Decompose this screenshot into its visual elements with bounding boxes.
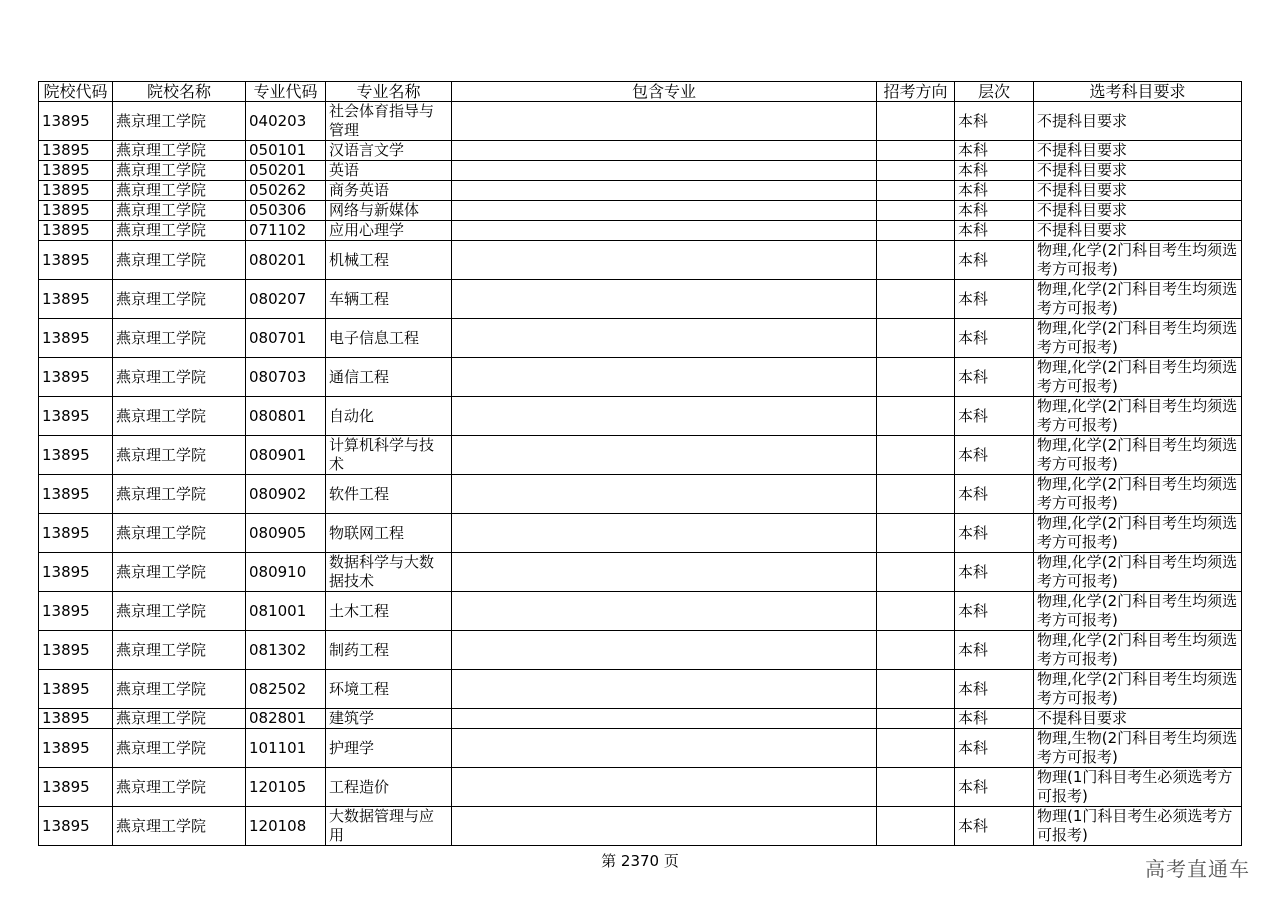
header-included-majors: 包含专业	[452, 82, 877, 102]
cell-school-code: 13895	[39, 553, 113, 592]
cell-subject-requirement: 物理,化学(2门科目考生均须选考方可报考)	[1034, 475, 1242, 514]
cell-direction	[877, 670, 955, 709]
cell-major-code: 101101	[246, 729, 326, 768]
cell-major-name: 汉语言文学	[326, 141, 452, 161]
cell-school-name: 燕京理工学院	[113, 221, 246, 241]
header-direction: 招考方向	[877, 82, 955, 102]
table-row	[39, 807, 1242, 846]
cell-level: 本科	[955, 241, 1034, 280]
cell-included-majors	[452, 436, 877, 475]
cell-major-name: 大数据管理与应用	[326, 807, 452, 846]
cell-subject-requirement: 物理,化学(2门科目考生均须选考方可报考)	[1034, 592, 1242, 631]
cell-school-name: 燕京理工学院	[113, 102, 246, 141]
cell-included-majors	[452, 729, 877, 768]
cell-direction	[877, 241, 955, 280]
cell-school-name: 燕京理工学院	[113, 514, 246, 553]
cell-major-code: 080207	[246, 280, 326, 319]
cell-level: 本科	[955, 709, 1034, 729]
cell-major-code: 050201	[246, 161, 326, 181]
cell-included-majors	[452, 102, 877, 141]
cell-level: 本科	[955, 221, 1034, 241]
table-row	[39, 553, 1242, 592]
cell-school-name: 燕京理工学院	[113, 670, 246, 709]
cell-school-name: 燕京理工学院	[113, 141, 246, 161]
cell-major-name: 自动化	[326, 397, 452, 436]
cell-major-code: 080910	[246, 553, 326, 592]
cell-direction	[877, 807, 955, 846]
cell-major-name: 电子信息工程	[326, 319, 452, 358]
cell-major-name: 工程造价	[326, 768, 452, 807]
cell-school-code: 13895	[39, 475, 113, 514]
cell-school-name: 燕京理工学院	[113, 358, 246, 397]
cell-direction	[877, 397, 955, 436]
cell-school-code: 13895	[39, 436, 113, 475]
table-row	[39, 436, 1242, 475]
cell-direction	[877, 102, 955, 141]
table-row	[39, 768, 1242, 807]
cell-subject-requirement: 不提科目要求	[1034, 102, 1242, 141]
cell-level: 本科	[955, 397, 1034, 436]
table-row	[39, 181, 1242, 201]
cell-direction	[877, 141, 955, 161]
header-school-code: 院校代码	[39, 82, 113, 102]
cell-major-code: 050101	[246, 141, 326, 161]
page-number: 第 2370 页	[601, 852, 679, 870]
table-body	[39, 102, 1242, 846]
table-header-row	[39, 82, 1242, 102]
table-row	[39, 241, 1242, 280]
cell-direction	[877, 319, 955, 358]
cell-major-name: 数据科学与大数据技术	[326, 553, 452, 592]
cell-major-code: 050262	[246, 181, 326, 201]
cell-major-code: 082801	[246, 709, 326, 729]
cell-included-majors	[452, 319, 877, 358]
cell-level: 本科	[955, 141, 1034, 161]
cell-direction	[877, 553, 955, 592]
cell-direction	[877, 436, 955, 475]
cell-direction	[877, 221, 955, 241]
cell-school-name: 燕京理工学院	[113, 280, 246, 319]
cell-included-majors	[452, 221, 877, 241]
cell-subject-requirement: 不提科目要求	[1034, 709, 1242, 729]
cell-subject-requirement: 物理(1门科目考生必须选考方可报考)	[1034, 807, 1242, 846]
cell-school-code: 13895	[39, 201, 113, 221]
cell-school-code: 13895	[39, 221, 113, 241]
cell-school-code: 13895	[39, 670, 113, 709]
table-row	[39, 475, 1242, 514]
cell-major-name: 商务英语	[326, 181, 452, 201]
cell-level: 本科	[955, 807, 1034, 846]
cell-major-code: 071102	[246, 221, 326, 241]
cell-included-majors	[452, 161, 877, 181]
cell-included-majors	[452, 181, 877, 201]
table-row	[39, 141, 1242, 161]
cell-subject-requirement: 物理,化学(2门科目考生均须选考方可报考)	[1034, 358, 1242, 397]
table-row	[39, 201, 1242, 221]
cell-included-majors	[452, 807, 877, 846]
cell-direction	[877, 592, 955, 631]
cell-major-code: 050306	[246, 201, 326, 221]
table-row	[39, 319, 1242, 358]
cell-subject-requirement: 不提科目要求	[1034, 221, 1242, 241]
cell-level: 本科	[955, 592, 1034, 631]
cell-major-code: 081302	[246, 631, 326, 670]
header-major-name: 专业名称	[326, 82, 452, 102]
cell-subject-requirement: 物理,化学(2门科目考生均须选考方可报考)	[1034, 631, 1242, 670]
cell-level: 本科	[955, 102, 1034, 141]
cell-subject-requirement: 物理,化学(2门科目考生均须选考方可报考)	[1034, 670, 1242, 709]
cell-subject-requirement: 物理,化学(2门科目考生均须选考方可报考)	[1034, 280, 1242, 319]
cell-major-code: 040203	[246, 102, 326, 141]
cell-major-name: 土木工程	[326, 592, 452, 631]
enrollment-table	[38, 81, 1242, 846]
cell-school-code: 13895	[39, 592, 113, 631]
cell-level: 本科	[955, 729, 1034, 768]
table-row	[39, 102, 1242, 141]
cell-included-majors	[452, 709, 877, 729]
cell-included-majors	[452, 201, 877, 221]
cell-major-code: 080701	[246, 319, 326, 358]
watermark-logo: 高考直通车	[1145, 857, 1250, 881]
cell-school-name: 燕京理工学院	[113, 592, 246, 631]
cell-major-name: 车辆工程	[326, 280, 452, 319]
cell-major-name: 通信工程	[326, 358, 452, 397]
cell-level: 本科	[955, 768, 1034, 807]
cell-major-code: 080902	[246, 475, 326, 514]
cell-school-code: 13895	[39, 141, 113, 161]
cell-school-code: 13895	[39, 280, 113, 319]
table-row	[39, 709, 1242, 729]
cell-included-majors	[452, 358, 877, 397]
cell-major-name: 建筑学	[326, 709, 452, 729]
cell-school-code: 13895	[39, 514, 113, 553]
header-level: 层次	[955, 82, 1034, 102]
cell-included-majors	[452, 141, 877, 161]
cell-major-name: 网络与新媒体	[326, 201, 452, 221]
cell-level: 本科	[955, 161, 1034, 181]
cell-school-name: 燕京理工学院	[113, 553, 246, 592]
table-row	[39, 631, 1242, 670]
cell-major-code: 080905	[246, 514, 326, 553]
cell-major-code: 080801	[246, 397, 326, 436]
cell-major-code: 080901	[246, 436, 326, 475]
cell-school-code: 13895	[39, 241, 113, 280]
cell-level: 本科	[955, 436, 1034, 475]
cell-level: 本科	[955, 201, 1034, 221]
cell-school-name: 燕京理工学院	[113, 319, 246, 358]
cell-level: 本科	[955, 514, 1034, 553]
cell-school-name: 燕京理工学院	[113, 161, 246, 181]
table-row	[39, 729, 1242, 768]
cell-major-code: 082502	[246, 670, 326, 709]
cell-direction	[877, 280, 955, 319]
cell-level: 本科	[955, 631, 1034, 670]
cell-direction	[877, 161, 955, 181]
cell-direction	[877, 729, 955, 768]
cell-subject-requirement: 物理,生物(2门科目考生均须选考方可报考)	[1034, 729, 1242, 768]
table-row	[39, 358, 1242, 397]
cell-school-name: 燕京理工学院	[113, 436, 246, 475]
cell-school-code: 13895	[39, 358, 113, 397]
cell-major-code: 080201	[246, 241, 326, 280]
cell-school-code: 13895	[39, 102, 113, 141]
cell-major-name: 制药工程	[326, 631, 452, 670]
cell-level: 本科	[955, 319, 1034, 358]
cell-subject-requirement: 物理,化学(2门科目考生均须选考方可报考)	[1034, 319, 1242, 358]
cell-major-name: 应用心理学	[326, 221, 452, 241]
table-row	[39, 592, 1242, 631]
cell-school-name: 燕京理工学院	[113, 807, 246, 846]
cell-major-name: 机械工程	[326, 241, 452, 280]
cell-major-code: 120108	[246, 807, 326, 846]
cell-school-code: 13895	[39, 397, 113, 436]
cell-school-name: 燕京理工学院	[113, 241, 246, 280]
cell-included-majors	[452, 475, 877, 514]
cell-included-majors	[452, 280, 877, 319]
cell-school-code: 13895	[39, 807, 113, 846]
cell-school-name: 燕京理工学院	[113, 768, 246, 807]
cell-subject-requirement: 物理,化学(2门科目考生均须选考方可报考)	[1034, 436, 1242, 475]
cell-subject-requirement: 物理(1门科目考生必须选考方可报考)	[1034, 768, 1242, 807]
cell-school-code: 13895	[39, 709, 113, 729]
cell-subject-requirement: 物理,化学(2门科目考生均须选考方可报考)	[1034, 514, 1242, 553]
cell-subject-requirement: 物理,化学(2门科目考生均须选考方可报考)	[1034, 397, 1242, 436]
cell-major-name: 物联网工程	[326, 514, 452, 553]
cell-subject-requirement: 不提科目要求	[1034, 161, 1242, 181]
cell-school-name: 燕京理工学院	[113, 631, 246, 670]
table-row	[39, 221, 1242, 241]
cell-major-name: 环境工程	[326, 670, 452, 709]
cell-major-name: 社会体育指导与管理	[326, 102, 452, 141]
cell-direction	[877, 475, 955, 514]
cell-school-code: 13895	[39, 161, 113, 181]
cell-included-majors	[452, 768, 877, 807]
cell-major-name: 软件工程	[326, 475, 452, 514]
cell-school-name: 燕京理工学院	[113, 201, 246, 221]
cell-direction	[877, 181, 955, 201]
table-row	[39, 670, 1242, 709]
table-row	[39, 397, 1242, 436]
cell-school-code: 13895	[39, 181, 113, 201]
cell-direction	[877, 631, 955, 670]
cell-direction	[877, 768, 955, 807]
cell-subject-requirement: 不提科目要求	[1034, 201, 1242, 221]
cell-subject-requirement: 物理,化学(2门科目考生均须选考方可报考)	[1034, 241, 1242, 280]
header-school-name: 院校名称	[113, 82, 246, 102]
table-row	[39, 514, 1242, 553]
cell-direction	[877, 514, 955, 553]
cell-major-code: 080703	[246, 358, 326, 397]
header-major-code: 专业代码	[246, 82, 326, 102]
cell-school-code: 13895	[39, 768, 113, 807]
cell-school-name: 燕京理工学院	[113, 475, 246, 514]
cell-school-name: 燕京理工学院	[113, 181, 246, 201]
cell-level: 本科	[955, 475, 1034, 514]
cell-level: 本科	[955, 553, 1034, 592]
cell-included-majors	[452, 631, 877, 670]
cell-direction	[877, 201, 955, 221]
cell-major-code: 120105	[246, 768, 326, 807]
cell-subject-requirement: 物理,化学(2门科目考生均须选考方可报考)	[1034, 553, 1242, 592]
cell-school-name: 燕京理工学院	[113, 397, 246, 436]
cell-level: 本科	[955, 670, 1034, 709]
cell-major-name: 英语	[326, 161, 452, 181]
cell-school-name: 燕京理工学院	[113, 729, 246, 768]
cell-direction	[877, 709, 955, 729]
cell-included-majors	[452, 592, 877, 631]
cell-level: 本科	[955, 181, 1034, 201]
cell-direction	[877, 358, 955, 397]
cell-major-name: 护理学	[326, 729, 452, 768]
cell-school-code: 13895	[39, 631, 113, 670]
cell-school-code: 13895	[39, 729, 113, 768]
cell-major-name: 计算机科学与技术	[326, 436, 452, 475]
table-row	[39, 280, 1242, 319]
cell-school-name: 燕京理工学院	[113, 709, 246, 729]
cell-subject-requirement: 不提科目要求	[1034, 141, 1242, 161]
cell-level: 本科	[955, 280, 1034, 319]
cell-level: 本科	[955, 358, 1034, 397]
cell-included-majors	[452, 514, 877, 553]
cell-included-majors	[452, 241, 877, 280]
cell-included-majors	[452, 670, 877, 709]
cell-major-code: 081001	[246, 592, 326, 631]
table-row	[39, 161, 1242, 181]
cell-subject-requirement: 不提科目要求	[1034, 181, 1242, 201]
cell-included-majors	[452, 397, 877, 436]
header-subject-requirement: 选考科目要求	[1034, 82, 1242, 102]
cell-school-code: 13895	[39, 319, 113, 358]
cell-included-majors	[452, 553, 877, 592]
